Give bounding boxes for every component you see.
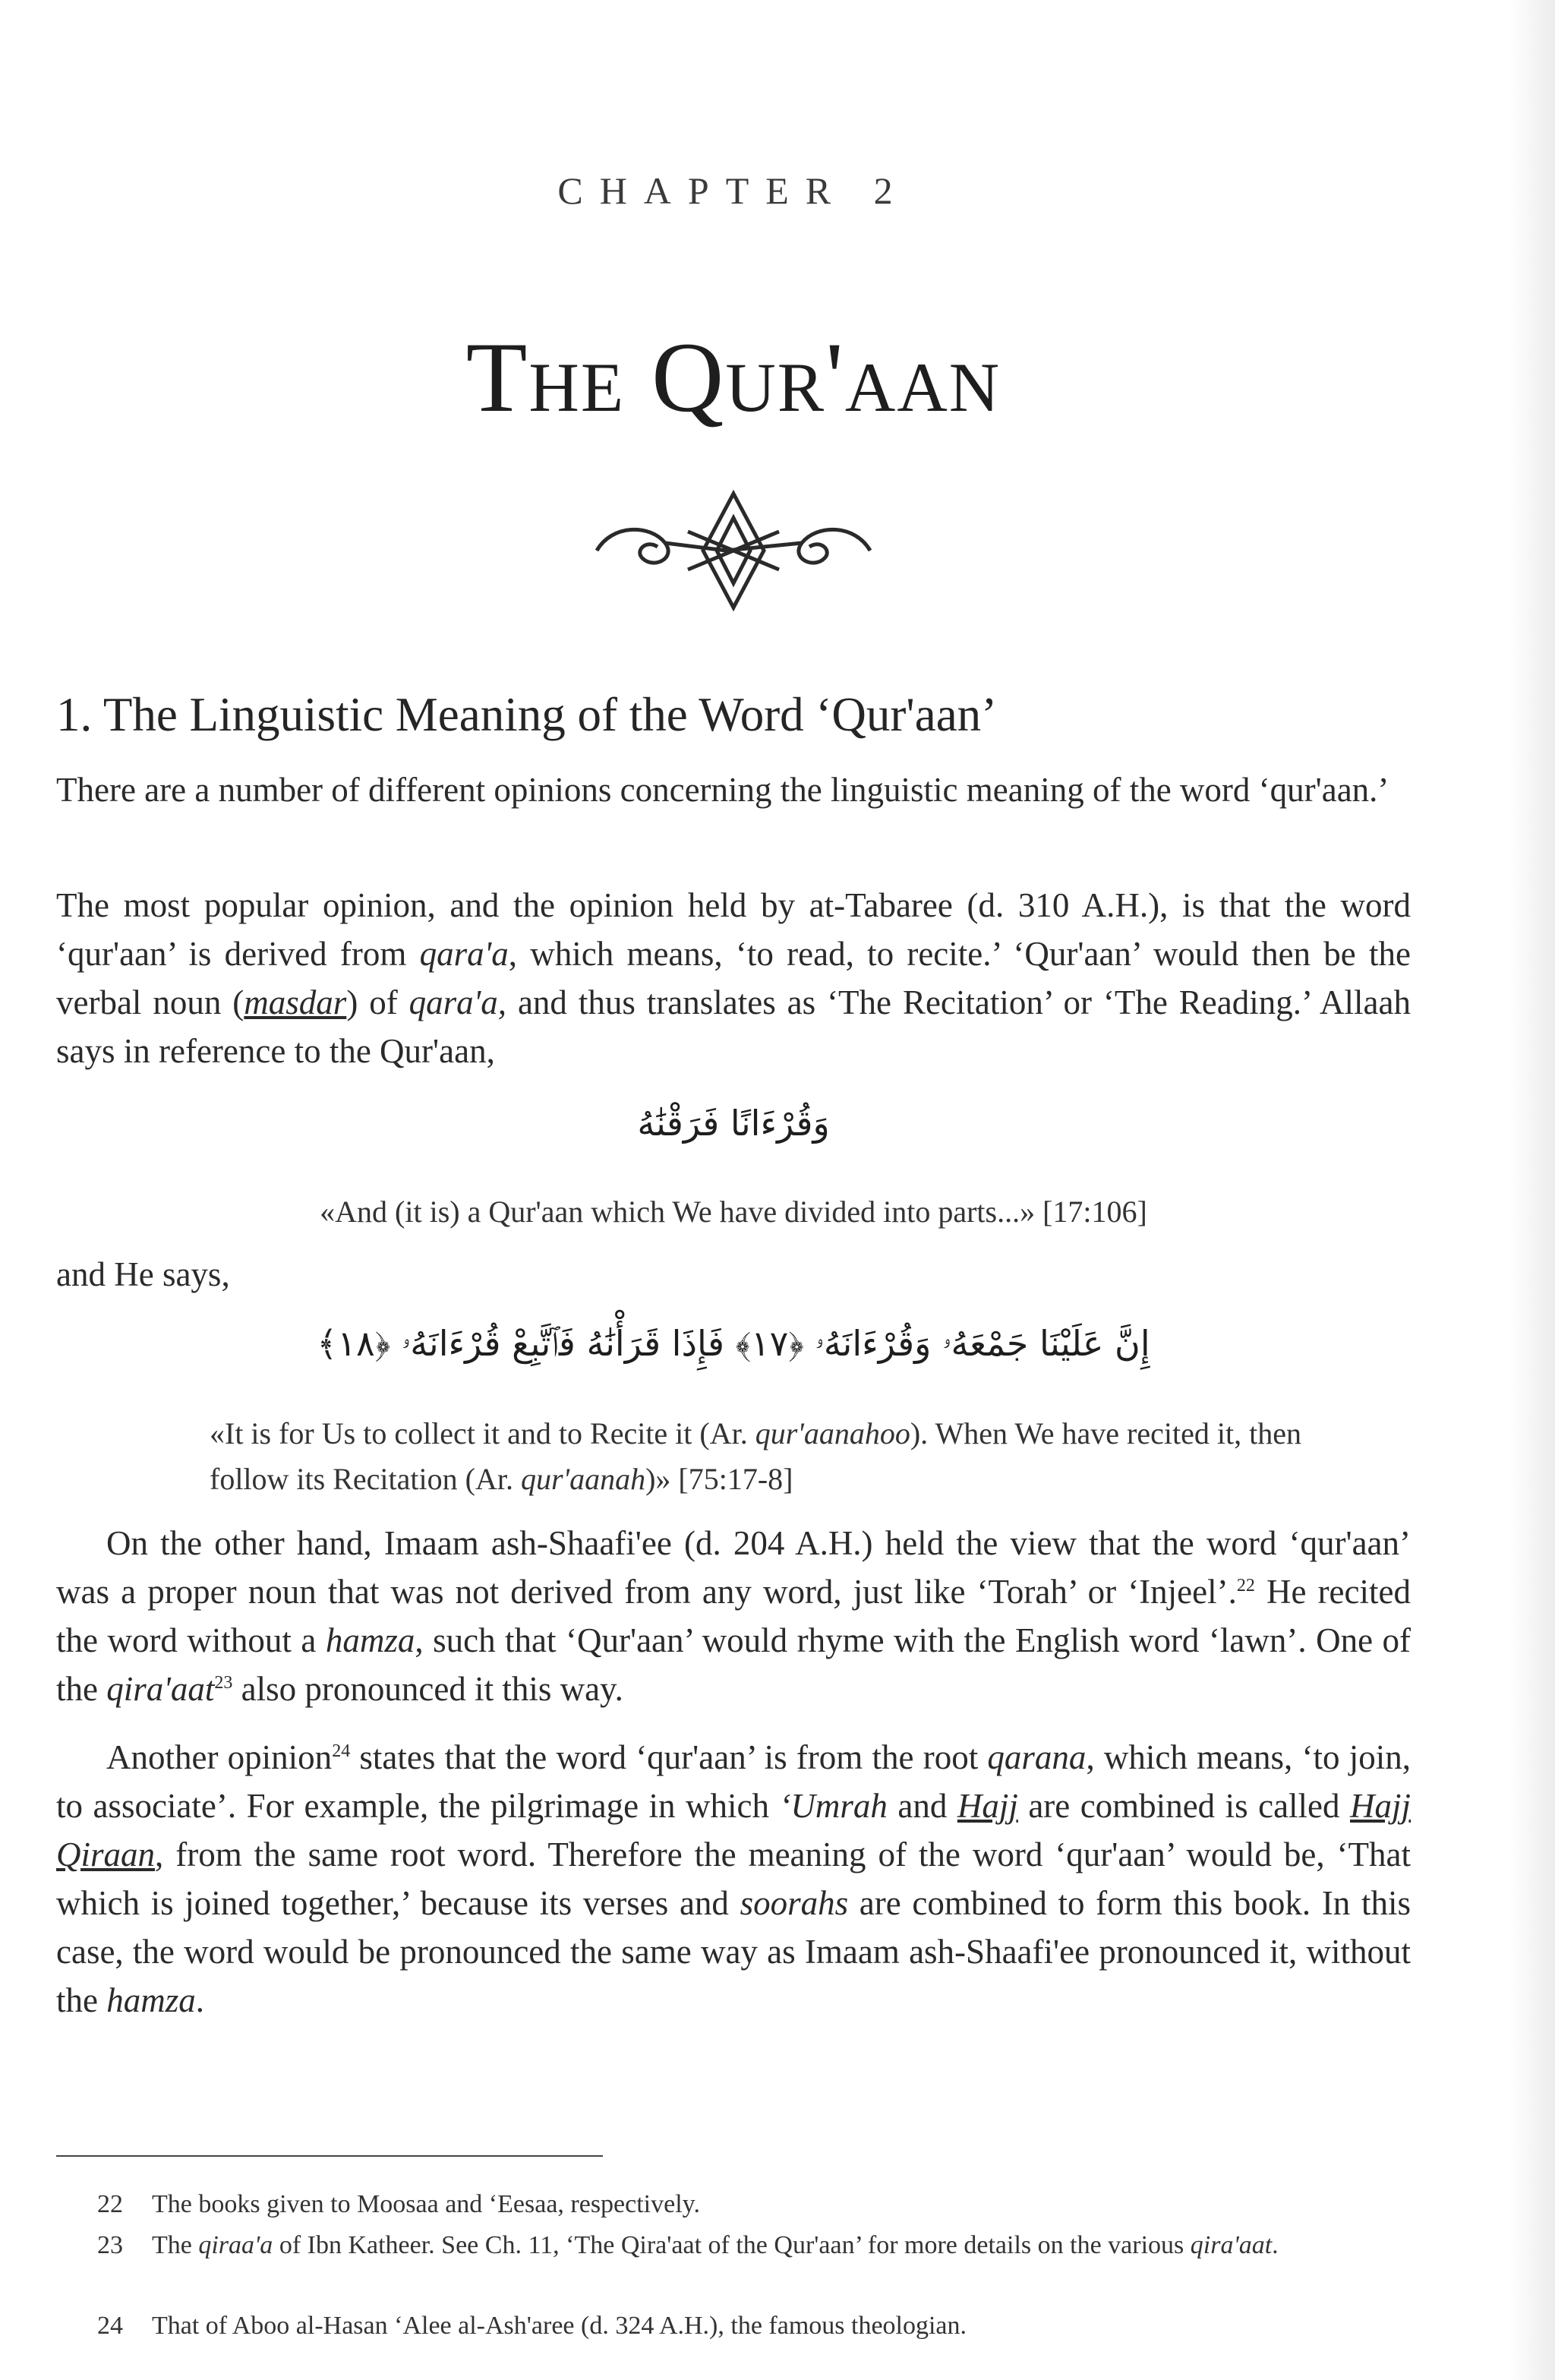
text-span: and thus translates as ‘The Recitation’ or ‘The Reading.’ Allaah says in reference to the Qur'aan, xyxy=(56,983,1411,1070)
arabic-verse-2: إِنَّ عَلَيْنَا جَمْعَهُۥ وَقُرْءَانَهُۥ ﴿١٧﴾ فَإِذَا قَرَأْنَٰهُ فَٱتَّبِعْ قُرْءَانَهُۥ ﴿١٨﴾ xyxy=(317,1323,1150,1364)
italic-term: ‘Umrah xyxy=(779,1787,888,1825)
italic-term: qara'a, xyxy=(408,983,507,1021)
italic-term: masdar xyxy=(244,983,347,1021)
italic-term: hamza xyxy=(106,1981,196,2019)
text-span: Another opinion xyxy=(106,1738,333,1776)
footnote-text: That of Aboo al-Hasan ‘Alee al-Ash'aree (d. 324 A.H.), the famous theologian. xyxy=(152,2312,967,2340)
italic-term: qarana xyxy=(987,1738,1087,1776)
text-span: and xyxy=(887,1787,957,1825)
chapter-title: The Qur'aan xyxy=(465,321,1001,433)
text-span: . xyxy=(195,1981,204,2019)
footnote-22 xyxy=(56,2184,1411,2225)
arabic-verse-1: وَقُرْءَانًا فَرَقْنَٰهُ xyxy=(637,1103,830,1144)
footnote-number: 23 xyxy=(97,2231,123,2259)
italic-term: qur'aanahoo xyxy=(755,1416,910,1450)
footnote-ref: 23 xyxy=(214,1673,233,1693)
text-span: also pronounced it this way. xyxy=(232,1670,623,1708)
text-span: , such that ‘Qur'aan’ would rhyme with the English word ‘lawn’. One of the xyxy=(56,1621,1411,1708)
text-span: The most popular opinion, and the opinion held by at-Tabaree (d. 310 A.H.), is that the word ‘qur'aan’ is derived from xyxy=(56,886,1411,973)
italic-term: qiraa'a xyxy=(198,2231,273,2259)
quote-1: «And (it is) a Qur'aan which We have divided into parts...» [17:106] xyxy=(320,1195,1147,1229)
footnote-text: of Ibn Katheer. See Ch. 11, ‘The Qira'aat of the Qur'aan’ for more details on the various xyxy=(273,2231,1191,2259)
text-span: , from the same root word. Therefore the meaning of the word ‘qur'aan’ would be, ‘That which is joined together,’ because its verses and xyxy=(56,1836,1411,1922)
italic-term: qur'aanah xyxy=(520,1462,646,1496)
text-span: , which means, ‘to join, to associate’. For example, the pilgrimage in which xyxy=(56,1738,1411,1825)
footnote-divider xyxy=(56,2155,603,2157)
text-span: He recited the word without a xyxy=(56,1573,1411,1659)
paragraph-3: and He says, xyxy=(56,1255,230,1293)
footnote-number: 22 xyxy=(97,2190,123,2218)
footnote-text: . xyxy=(1272,2231,1279,2259)
footnote-23 xyxy=(56,2225,1411,2266)
section-heading: 1. The Linguistic Meaning of the Word ‘Qur'aan’ xyxy=(56,688,998,741)
footnote-text: The xyxy=(152,2231,199,2259)
text-span: states that the word ‘qur'aan’ is from the root xyxy=(350,1738,988,1776)
italic-term: Hajj xyxy=(957,1787,1018,1825)
italic-term: qira'aat xyxy=(106,1670,215,1708)
footnote-number: 24 xyxy=(97,2312,123,2340)
chapter-label: CHAPTER 2 xyxy=(557,169,910,212)
italic-term: Hajj Qiraan xyxy=(56,1787,1411,1873)
paragraph-1: There are a number of different opinions concerning the linguistic meaning of the word ‘qur'aan.’ xyxy=(56,771,1389,809)
text-span: are combined is called xyxy=(1017,1787,1350,1825)
italic-term: soorahs xyxy=(740,1884,849,1922)
text-span: are combined to form this book. In this case, the word would be pronounced the same way as Imaam ash-Shaafi'ee pronounced it, without the xyxy=(56,1884,1411,2019)
footnote-text: The books given to Moosaa and ‘Eesaa, respectively. xyxy=(152,2190,700,2218)
footnote-ref: 24 xyxy=(332,1741,351,1761)
paragraph-4 xyxy=(56,1519,1411,1713)
text-span: On the other hand, Imaam ash-Shaafi'ee (d. 204 A.H.) held the view that the word ‘qur'aan’ was a proper noun that was not derived from any word, just like ‘Torah’ or ‘Injeel’. xyxy=(56,1524,1411,1611)
ornament-divider-icon xyxy=(582,478,885,623)
text-span: «It is for Us to collect it and to Recite it (Ar. xyxy=(210,1416,755,1450)
text-span: ). When We have recited it, then follow its Recitation (Ar. xyxy=(210,1416,1301,1496)
quote-2 xyxy=(210,1411,1348,1502)
page-edge-shadow xyxy=(1509,0,1555,2380)
paragraph-5 xyxy=(56,1733,1411,2025)
footnote-ref: 22 xyxy=(1236,1576,1255,1596)
text-span: ) of xyxy=(346,983,409,1021)
footnote-24 xyxy=(56,2306,1411,2347)
paragraph-2 xyxy=(56,881,1411,1075)
italic-term: qara'a xyxy=(419,935,509,973)
text-span: )» [75:17-8] xyxy=(645,1462,793,1496)
italic-term: qira'aat xyxy=(1190,2231,1273,2259)
italic-term: hamza xyxy=(325,1621,415,1659)
text-span: , which means, ‘to read, to recite.’ ‘Qur'aan’ would then be the verbal noun ( xyxy=(56,935,1411,1021)
